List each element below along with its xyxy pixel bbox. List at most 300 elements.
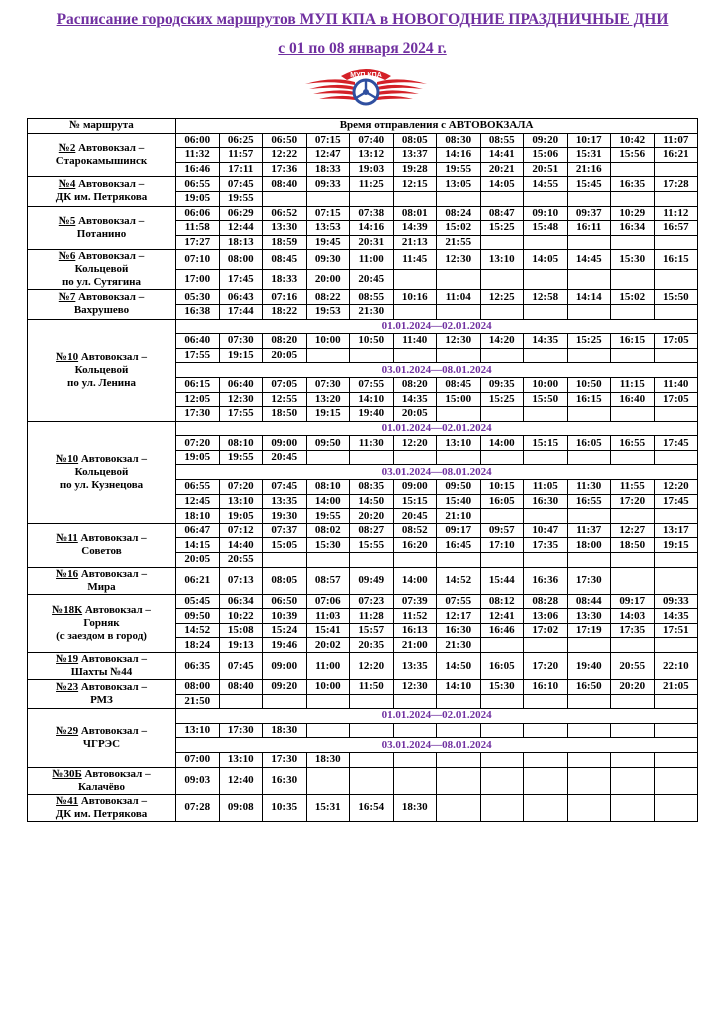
- departure-time: 09:37: [567, 206, 611, 221]
- departure-time: 06:40: [176, 334, 220, 349]
- departure-time: 17:20: [611, 494, 655, 509]
- table-row: [28, 794, 698, 821]
- departure-time: 21:10: [437, 509, 481, 524]
- departure-time: 11:57: [219, 148, 263, 163]
- departure-time: 11:40: [393, 334, 437, 349]
- departure-time: 07:38: [350, 206, 394, 221]
- table-row: [28, 133, 698, 148]
- departure-time: 09:17: [611, 594, 655, 609]
- departure-time: 15:30: [480, 680, 524, 695]
- departure-time: 15:50: [654, 290, 698, 305]
- route-name-line: Автовокзал –: [80, 653, 147, 665]
- departure-time: 05:30: [176, 290, 220, 305]
- departure-time: 12:30: [437, 250, 481, 270]
- departure-time: [611, 162, 655, 177]
- departure-time: [567, 509, 611, 524]
- departure-time: [654, 270, 698, 290]
- departure-time: [393, 450, 437, 465]
- departure-time: 09:00: [263, 653, 307, 680]
- departure-time: 09:33: [654, 594, 698, 609]
- departure-time: [480, 304, 524, 319]
- departure-time: 15:24: [263, 623, 307, 638]
- departure-time: [567, 191, 611, 206]
- departure-time: [611, 509, 655, 524]
- departure-time: [393, 694, 437, 709]
- departure-time: 15:31: [306, 794, 350, 821]
- departure-time: 20:31: [350, 235, 394, 250]
- departure-time: 15:30: [306, 538, 350, 553]
- route-name-line: Потанино: [76, 227, 127, 240]
- departure-time: 11:50: [350, 680, 394, 695]
- route-name-line: РМЗ: [90, 694, 113, 707]
- departure-time: [524, 694, 568, 709]
- departure-time: [611, 567, 655, 594]
- departure-time: 15:02: [437, 221, 481, 236]
- table-row: [28, 680, 698, 695]
- departure-time: 08:01: [393, 206, 437, 221]
- route-name-line: (с заездом в город): [56, 629, 147, 642]
- departure-time: 11:07: [654, 133, 698, 148]
- departure-time: 20:55: [611, 653, 655, 680]
- departure-time: 17:11: [219, 162, 263, 177]
- departure-time: [480, 348, 524, 363]
- departure-time: 12:20: [654, 480, 698, 495]
- departure-time: [654, 162, 698, 177]
- departure-time: 20:20: [611, 680, 655, 695]
- departure-time: 07:23: [350, 594, 394, 609]
- departure-time: [393, 767, 437, 794]
- departure-time: [524, 767, 568, 794]
- departure-time: 15:45: [567, 177, 611, 192]
- departure-time: 08:12: [480, 594, 524, 609]
- departure-time: [437, 407, 481, 422]
- departure-time: 14:50: [350, 494, 394, 509]
- departure-time: [350, 694, 394, 709]
- departure-time: 06:50: [263, 594, 307, 609]
- departure-time: 08:55: [480, 133, 524, 148]
- departure-time: 16:30: [437, 623, 481, 638]
- route-number: №29: [56, 724, 79, 737]
- departure-time: [350, 723, 394, 738]
- route-column-header: № маршрута: [28, 119, 176, 134]
- departure-time: [567, 767, 611, 794]
- departure-time: [393, 191, 437, 206]
- departure-time: [437, 752, 481, 767]
- departure-time: [306, 191, 350, 206]
- departure-time: [567, 407, 611, 422]
- departure-time: 15:25: [567, 334, 611, 349]
- departure-time: [480, 767, 524, 794]
- departure-time: 08:40: [263, 177, 307, 192]
- departure-time: 07:20: [176, 436, 220, 451]
- route-name-cell: [28, 523, 176, 567]
- departure-time: [567, 270, 611, 290]
- departure-time: 09:50: [437, 480, 481, 495]
- departure-time: 18:50: [263, 407, 307, 422]
- departure-time: 17:28: [654, 177, 698, 192]
- departure-time: 13:35: [393, 653, 437, 680]
- departure-time: 19:45: [306, 235, 350, 250]
- departure-time: 08:10: [219, 436, 263, 451]
- departure-time: 08:30: [437, 133, 481, 148]
- departure-time: 06:21: [176, 567, 220, 594]
- departure-time: [350, 348, 394, 363]
- departure-time: 07:45: [219, 177, 263, 192]
- departure-time: [654, 694, 698, 709]
- departure-time: 12:25: [480, 290, 524, 305]
- departure-time: [611, 270, 655, 290]
- departure-time: 20:45: [350, 270, 394, 290]
- departure-time: 09:20: [524, 133, 568, 148]
- departure-time: 14:52: [176, 623, 220, 638]
- departure-time: 14:20: [480, 334, 524, 349]
- departure-time: [654, 191, 698, 206]
- route-number: №30Б: [52, 767, 82, 780]
- departure-time: [654, 553, 698, 568]
- departure-time: 08:10: [306, 480, 350, 495]
- departure-time: 17:00: [176, 270, 220, 290]
- departure-time: [393, 723, 437, 738]
- departure-time: 19:05: [219, 509, 263, 524]
- departure-time: [611, 191, 655, 206]
- departure-time: 16:20: [393, 538, 437, 553]
- departure-time: 06:40: [219, 377, 263, 392]
- departure-time: 21:30: [350, 304, 394, 319]
- departure-time: 14:05: [480, 177, 524, 192]
- route-name-line: Шахты №44: [70, 666, 133, 678]
- departure-time: 09:17: [437, 523, 481, 538]
- departure-time: 17:27: [176, 235, 220, 250]
- departure-time: 17:30: [567, 567, 611, 594]
- departure-time: [524, 553, 568, 568]
- departure-time: [393, 348, 437, 363]
- departure-time: [611, 767, 655, 794]
- departure-time: 06:15: [176, 377, 220, 392]
- departure-time: [567, 304, 611, 319]
- departure-time: [480, 450, 524, 465]
- departure-time: 11:25: [350, 177, 394, 192]
- departure-time: [524, 191, 568, 206]
- logo-wing-left-icon: [305, 79, 355, 100]
- departure-time: 09:20: [263, 680, 307, 695]
- departure-time: 10:42: [611, 133, 655, 148]
- departure-time: [567, 553, 611, 568]
- departure-time: [219, 694, 263, 709]
- departure-time: 08:20: [393, 377, 437, 392]
- departure-time: 11:03: [306, 609, 350, 624]
- departure-time: 07:15: [306, 133, 350, 148]
- departure-time: [611, 407, 655, 422]
- departure-time: 18:00: [567, 538, 611, 553]
- departure-time: 19:15: [654, 538, 698, 553]
- departure-time: 06:52: [263, 206, 307, 221]
- departure-time: 21:05: [654, 680, 698, 695]
- departure-time: 06:50: [263, 133, 307, 148]
- departure-time: 14:15: [176, 538, 220, 553]
- departure-time: 18:10: [176, 509, 220, 524]
- departure-time: 16:54: [350, 794, 394, 821]
- departure-time: 20:35: [350, 638, 394, 653]
- departure-time: 20:02: [306, 638, 350, 653]
- departure-time: 19:13: [219, 638, 263, 653]
- departure-time: 09:50: [306, 436, 350, 451]
- departure-time: 17:20: [524, 653, 568, 680]
- departure-time: [524, 638, 568, 653]
- departure-time: 14:41: [480, 148, 524, 163]
- route-number: №10: [56, 452, 79, 465]
- departure-time: 15:08: [219, 623, 263, 638]
- departure-time: 20:51: [524, 162, 568, 177]
- departure-time: 10:50: [567, 377, 611, 392]
- departure-time: [611, 553, 655, 568]
- page-subtitle: с 01 по 08 января 2024 г.: [278, 40, 447, 57]
- departure-time: 16:10: [524, 680, 568, 695]
- departure-time: 21:00: [393, 638, 437, 653]
- departure-time: 18:59: [263, 235, 307, 250]
- logo-wing-right-icon: [377, 79, 427, 100]
- route-name-cell: [28, 319, 176, 421]
- departure-time: [437, 553, 481, 568]
- departure-time: 16:05: [480, 494, 524, 509]
- route-name-cell: [28, 177, 176, 206]
- departure-time: 17:55: [219, 407, 263, 422]
- departure-time: 07:13: [219, 567, 263, 594]
- departure-time: [393, 752, 437, 767]
- table-row: [28, 177, 698, 192]
- departure-time: 13:20: [306, 392, 350, 407]
- departure-time: 12:47: [306, 148, 350, 163]
- departure-time: [306, 767, 350, 794]
- route-name-line: по ул. Кузнецова: [59, 478, 144, 491]
- departure-time: 12:44: [219, 221, 263, 236]
- departure-time: 09:00: [393, 480, 437, 495]
- departure-time: 09:10: [524, 206, 568, 221]
- departure-time: 21:30: [437, 638, 481, 653]
- departure-time: 19:53: [306, 304, 350, 319]
- departure-time: 09:49: [350, 567, 394, 594]
- departure-time: 16:35: [611, 177, 655, 192]
- route-name-cell: [28, 421, 176, 523]
- departure-time: 08:00: [219, 250, 263, 270]
- departure-time: 14:35: [393, 392, 437, 407]
- departure-time: [654, 348, 698, 363]
- departure-time: 14:03: [611, 609, 655, 624]
- departure-time: 10:15: [480, 480, 524, 495]
- departure-time: 15:48: [524, 221, 568, 236]
- departure-time: 15:31: [567, 148, 611, 163]
- departure-time: 16:55: [611, 436, 655, 451]
- route-name-cell: [28, 794, 176, 821]
- departure-time: 07:55: [350, 377, 394, 392]
- departure-time: [437, 694, 481, 709]
- departure-time: 19:30: [263, 509, 307, 524]
- route-name-line: Автовокзал –: [80, 567, 147, 580]
- route-name-line: по ул. Ленина: [66, 376, 136, 389]
- departure-time: 12:20: [350, 653, 394, 680]
- departure-time: 20:05: [263, 348, 307, 363]
- departure-time: 18:22: [263, 304, 307, 319]
- departure-time: [567, 348, 611, 363]
- route-name-line: Автовокзал –: [84, 603, 151, 616]
- departure-time: 11:00: [350, 250, 394, 270]
- departure-time: [480, 407, 524, 422]
- departure-time: [480, 794, 524, 821]
- departure-time: 21:55: [437, 235, 481, 250]
- departure-time: 19:05: [176, 450, 220, 465]
- departure-time: [437, 723, 481, 738]
- route-name-line: Автовокзал –: [78, 178, 145, 191]
- departure-time: 13:53: [306, 221, 350, 236]
- departure-time: 11:52: [393, 609, 437, 624]
- route-name-cell: [28, 206, 176, 250]
- departure-time: 06:55: [176, 177, 220, 192]
- departure-time: 18:33: [306, 162, 350, 177]
- departure-time: 17:05: [654, 392, 698, 407]
- departure-time: [437, 767, 481, 794]
- route-name-line: ДК им. Петрякова: [55, 807, 148, 820]
- departure-time: [611, 348, 655, 363]
- departure-time: 09:30: [306, 250, 350, 270]
- departure-time: [393, 304, 437, 319]
- departure-time: 12:45: [176, 494, 220, 509]
- departure-time: 09:57: [480, 523, 524, 538]
- departure-time: 12:40: [219, 767, 263, 794]
- departure-time: [437, 270, 481, 290]
- departure-time: 12:58: [524, 290, 568, 305]
- departure-time: 17:55: [176, 348, 220, 363]
- departure-time: [480, 191, 524, 206]
- route-name-line: Кольцевой: [74, 263, 129, 276]
- period-label: 01.01.2024—02.01.2024: [176, 421, 698, 436]
- departure-time: 10:50: [350, 334, 394, 349]
- route-name-cell: [28, 653, 176, 680]
- schedule-table: [27, 118, 698, 822]
- departure-time: 06:35: [176, 653, 220, 680]
- departure-time: 20:55: [219, 553, 263, 568]
- departure-time: 15:40: [437, 494, 481, 509]
- departure-time: 14:35: [654, 609, 698, 624]
- departure-time: [350, 191, 394, 206]
- departure-time: 20:21: [480, 162, 524, 177]
- departure-time: [611, 304, 655, 319]
- departure-time: [567, 794, 611, 821]
- departure-time: 19:15: [306, 407, 350, 422]
- route-number: №4: [58, 178, 76, 191]
- departure-time: 11:05: [524, 480, 568, 495]
- departure-time: [567, 752, 611, 767]
- departure-time: 11:30: [350, 436, 394, 451]
- departure-time: 09:08: [219, 794, 263, 821]
- departure-time: 20:20: [350, 509, 394, 524]
- route-name-cell: [28, 594, 176, 652]
- period-row: [28, 421, 698, 436]
- route-name-line: Кольцевой: [74, 465, 129, 478]
- departure-time: 08:27: [350, 523, 394, 538]
- departure-time: 22:10: [654, 653, 698, 680]
- departure-time: 17:45: [654, 436, 698, 451]
- departure-time: [524, 794, 568, 821]
- departure-time: 15:15: [393, 494, 437, 509]
- departure-time: 19:40: [567, 653, 611, 680]
- departure-time: [480, 270, 524, 290]
- departure-time: 13:10: [219, 752, 263, 767]
- departure-time: 15:25: [480, 221, 524, 236]
- departure-time: 08:24: [437, 206, 481, 221]
- departure-time: [524, 270, 568, 290]
- route-number: №19: [56, 653, 79, 665]
- departure-time: 16:40: [611, 392, 655, 407]
- departure-time: 15:57: [350, 623, 394, 638]
- departure-time: [306, 694, 350, 709]
- departure-time: 16:38: [176, 304, 220, 319]
- departure-time: 08:57: [306, 567, 350, 594]
- departure-time: 15:30: [611, 250, 655, 270]
- departure-time: 11:04: [437, 290, 481, 305]
- departure-time: 13:05: [437, 177, 481, 192]
- page-title: Расписание городских маршрутов МУП КПА в НОВОГОДНИЕ ПРАЗДНИЧНЫЕ ДНИ: [56, 11, 669, 28]
- departure-time: [654, 638, 698, 653]
- departure-time: 14:00: [480, 436, 524, 451]
- departure-time: 14:40: [219, 538, 263, 553]
- route-name-line: Автовокзал –: [80, 681, 147, 694]
- route-name-cell: [28, 680, 176, 709]
- route-name-line: по ул. Сутягина: [61, 276, 142, 289]
- departure-time: 15:44: [480, 567, 524, 594]
- departure-time: 18:24: [176, 638, 220, 653]
- departure-time: 20:05: [176, 553, 220, 568]
- departure-time: [306, 723, 350, 738]
- departure-time: [654, 767, 698, 794]
- departure-time: [524, 407, 568, 422]
- departure-time: 14:14: [567, 290, 611, 305]
- departure-time: 11:15: [611, 377, 655, 392]
- departure-time: 12:22: [263, 148, 307, 163]
- departure-time: 07:28: [176, 794, 220, 821]
- departure-time: 19:03: [350, 162, 394, 177]
- departure-time: 11:32: [176, 148, 220, 163]
- departure-time: 15:15: [524, 436, 568, 451]
- route-name-line: Вахрушево: [73, 304, 130, 317]
- departure-time: [480, 723, 524, 738]
- departure-time: 19:55: [306, 509, 350, 524]
- route-name-line: Советов: [81, 545, 122, 558]
- departure-time: 19:46: [263, 638, 307, 653]
- departure-time: 14:35: [524, 334, 568, 349]
- departure-time: 20:05: [393, 407, 437, 422]
- departure-time: 20:00: [306, 270, 350, 290]
- departure-time: 19:55: [437, 162, 481, 177]
- departure-time: 07:45: [263, 480, 307, 495]
- departure-time: 11:55: [611, 480, 655, 495]
- departure-time: 15:41: [306, 623, 350, 638]
- departure-time: [437, 450, 481, 465]
- route-name-line: Автовокзал –: [84, 767, 151, 780]
- departure-time: 11:40: [654, 377, 698, 392]
- departure-time: 16:11: [567, 221, 611, 236]
- departure-time: 07:15: [306, 206, 350, 221]
- departure-time: 17:05: [654, 334, 698, 349]
- departure-time: 17:19: [567, 623, 611, 638]
- departure-time: [654, 450, 698, 465]
- table-row: [28, 567, 698, 594]
- departure-time: [263, 191, 307, 206]
- departure-time: 12:20: [393, 436, 437, 451]
- departure-time: [611, 752, 655, 767]
- departure-time: 10:39: [263, 609, 307, 624]
- route-number: №6: [58, 250, 76, 263]
- departure-time: 07:16: [263, 290, 307, 305]
- departure-time: [306, 450, 350, 465]
